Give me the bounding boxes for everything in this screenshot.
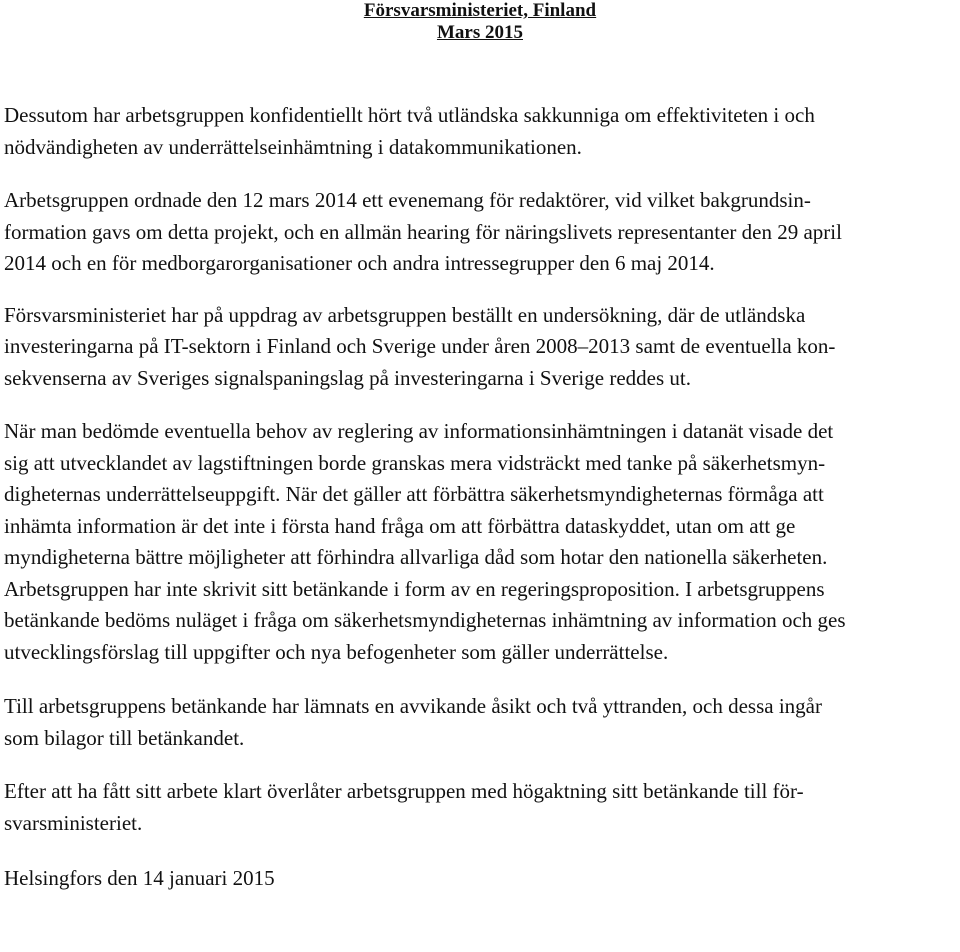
text-line: utvecklingsförslag till uppgifter och nya befogenheter som gäller underrättelse. [4, 639, 669, 664]
text-line: som bilagor till betänkandet. [4, 725, 245, 750]
text-line: 2014 och en för medborgarorganisationer och andra intressegrupper den 6 maj 2014. [4, 251, 715, 275]
paragraph [4, 185, 959, 280]
text-line: Arbetsgruppen har inte skrivit sitt betänkande i form av en regeringsproposition. I arbetsgruppens [4, 576, 825, 601]
header-date: Mars 2015 [436, 22, 523, 43]
text-line: Arbetsgruppen ordnade den 12 mars 2014 ett evenemang för redaktörer, vid vilket bakgrundsin- [4, 188, 811, 212]
paragraph [4, 300, 959, 395]
text-line: sig att utvecklandet av lagstiftningen borde granskas mera vidsträckt med tanke på säkerhetsmyn- [4, 450, 826, 475]
text-line: Helsingfors den 14 januari 2015 [4, 866, 275, 890]
header-ministry: Försvarsministeriet, Finland [363, 0, 597, 21]
paragraph [4, 100, 959, 163]
text-line: digheternas underrättelseuppgift. När det gäller att förbättra säkerhetsmyndigheternas förmåga att [4, 482, 824, 506]
paragraph [4, 691, 959, 754]
text-line: svarsministeriet. [4, 810, 143, 835]
paragraph [4, 416, 959, 668]
text-line: inhämta information är det inte i första hand fråga om att förbättra dataskyddet, utan om att ge [4, 513, 796, 538]
document-body [4, 100, 959, 914]
signature-place-date [4, 863, 959, 895]
text-line: Försvarsministeriet har på uppdrag av arbetsgruppen beställt en undersökning, där de utländska [4, 302, 806, 327]
text-line: formation gavs om detta projekt, och en allmän hearing för näringslivets representanter den 29 april [4, 219, 842, 244]
text-line: nödvändigheten av underrättelseinhämtning i datakommunikationen. [4, 134, 582, 159]
text-line: Dessutom har arbetsgruppen konfidentiellt hört två utländska sakkunniga om effektiviteten i och [4, 103, 815, 127]
text-line: sekvenserna av Sveriges signalspaningslag på investeringarna i Sverige reddes ut. [4, 365, 691, 390]
text-line: myndigheterna bättre möjligheter att förhindra allvarliga dåd som hotar den nationella säkerheten. [4, 545, 828, 569]
text-line: Till arbetsgruppens betänkande har lämnats en avvikande åsikt och två yttranden, och dessa ingår [4, 694, 822, 718]
text-line: Efter att ha fått sitt arbete klart överlåter arbetsgruppen med högaktning sitt betänkande till för- [4, 779, 804, 803]
text-line: investeringarna på IT-sektorn i Finland och Sverige under åren 2008–2013 samt de eventuella kon- [4, 334, 836, 358]
text-line: När man bedömde eventuella behov av reglering av informationsinhämtningen i datanät visade det [4, 419, 834, 443]
paragraph [4, 776, 959, 839]
document-header [0, 0, 960, 44]
text-line: betänkande bedöms nuläget i fråga om säkerhetsmyndigheternas inhämtning av information och ges [4, 608, 846, 632]
